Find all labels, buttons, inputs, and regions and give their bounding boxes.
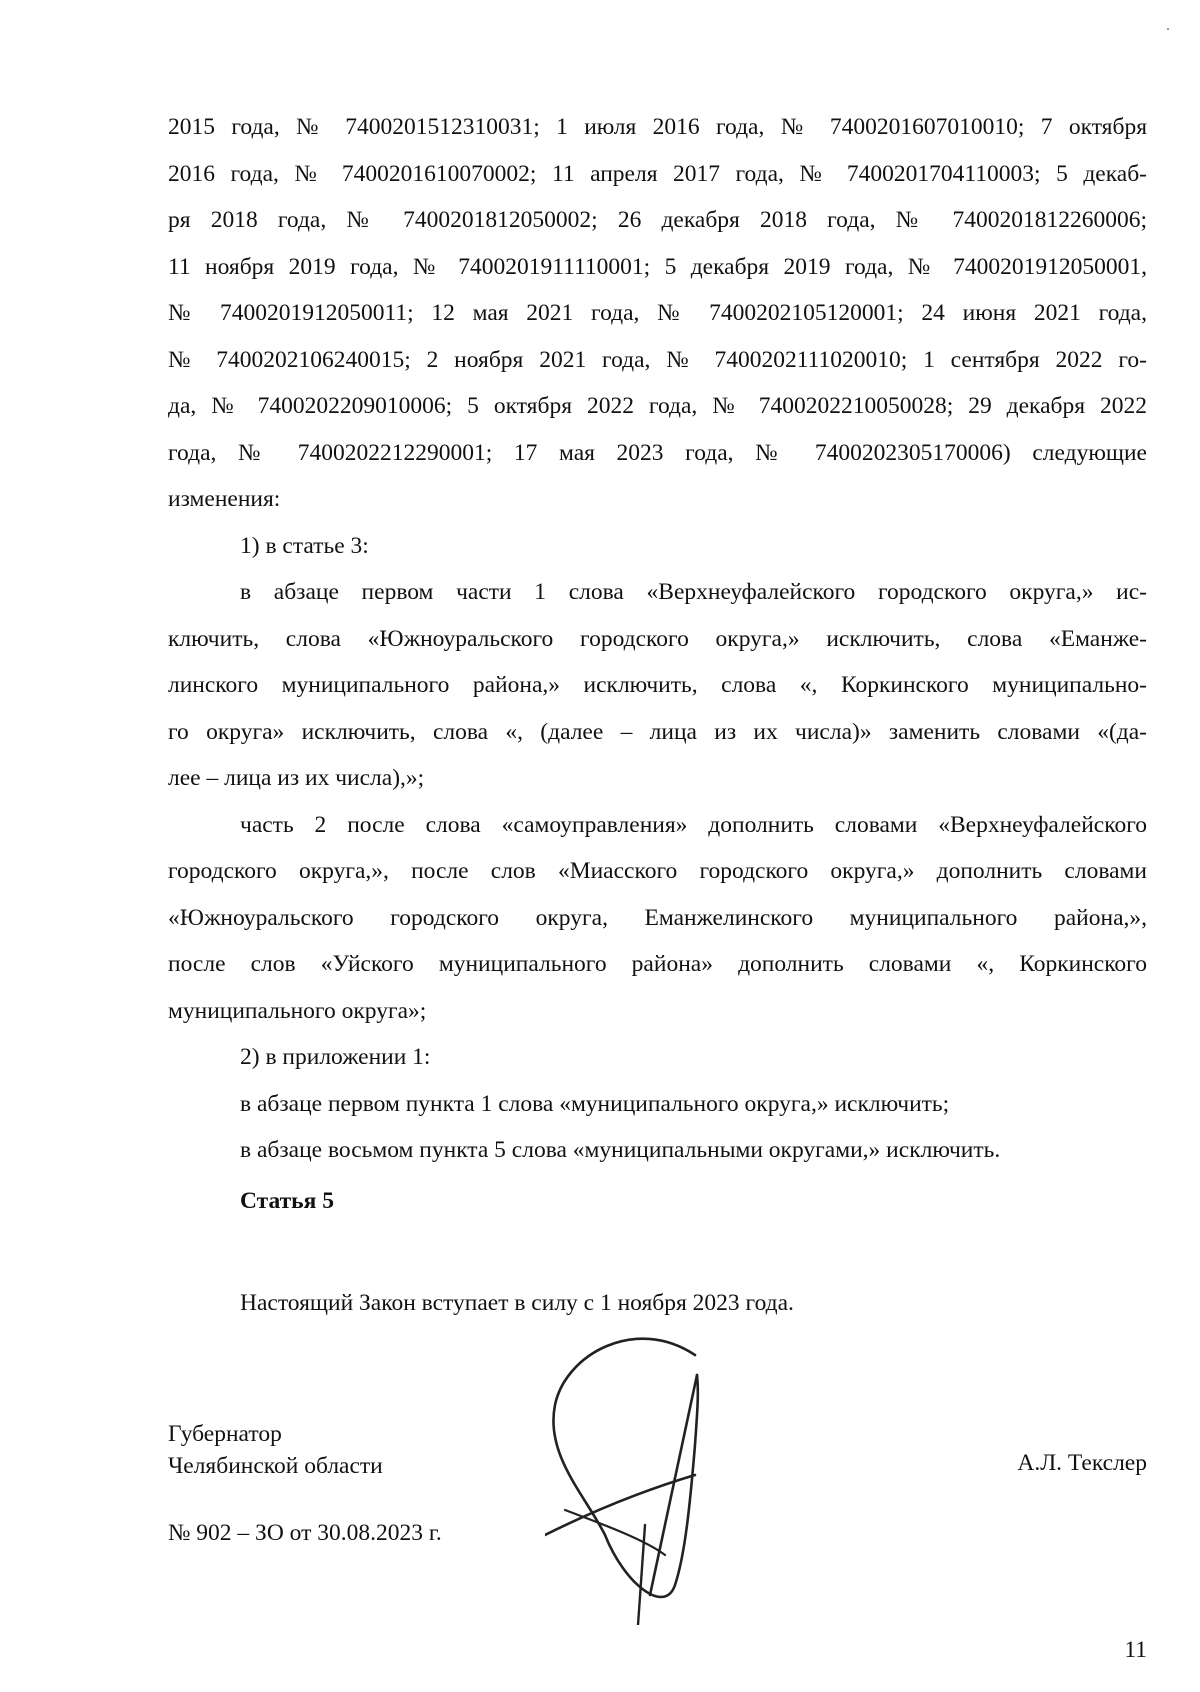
text-line: го округа» исключить, слова «, (далее – лица из их числа)» заменить словами «(да-: [168, 718, 1147, 745]
handwritten-signature: [545, 1325, 745, 1625]
position-line: Челябинской области: [168, 1453, 383, 1479]
text-line: да, № 7400202209010006; 5 октября 2022 года, № 7400202210050028; 29 декабря 2022: [168, 393, 1147, 419]
intro-paragraph: [168, 104, 1147, 523]
text-line: 2015 года, № 7400201512310031; 1 июля 2016 года, № 7400201607010010; 7 октября: [168, 114, 1147, 140]
text-line: в абзаце первом части 1 слова «Верхнеуфалейского городского округа,» ис-: [240, 579, 1147, 605]
article-5-heading: Статья 5: [240, 1188, 334, 1214]
text-line: № 7400202106240015; 2 ноября 2021 года, № 7400202111020010; 1 сентября 2022 го-: [168, 346, 1147, 373]
signatory-position: [168, 1418, 383, 1482]
item-1-heading: 1) в статье 3:: [240, 532, 369, 559]
text-line: года, № 7400202212290001; 17 мая 2023 года, № 7400202305170006) следующие: [168, 439, 1147, 466]
signatory-name: А.Л. Текслер: [1017, 1450, 1147, 1476]
amendments-text: [168, 104, 1147, 1174]
position-line: Губернатор: [168, 1421, 282, 1447]
text-line: после слов «Уйского муниципального района» дополнить словами «, Коркинского: [168, 951, 1147, 977]
text-line: линского муниципального района,» исключить, слова «, Коркинского муниципально-: [168, 672, 1147, 698]
text-line: № 7400201912050011; 12 мая 2021 года, № 7400202105120001; 24 июня 2021 года,: [168, 300, 1147, 326]
text-line: ключить, слова «Южноуральского городского округа,» исключить, слова «Еманже-: [168, 625, 1147, 652]
text-line: 2016 года, № 7400201610070002; 11 апреля 2017 года, № 7400201704110003; 5 декаб-: [168, 160, 1147, 187]
text-line: лее – лица из их числа),»;: [168, 765, 425, 791]
text-line: городского округа,», после слов «Миасского городского округа,» дополнить словами: [168, 858, 1147, 884]
text-line: муниципального округа»;: [168, 997, 427, 1024]
item-2-paragraph-1: в абзаце первом пункта 1 слова «муниципального округа,» исключить;: [240, 1090, 950, 1117]
item-1-paragraph-1: [168, 569, 1147, 802]
item-1-paragraph-2: [168, 802, 1147, 1035]
text-line: часть 2 после слова «самоуправления» дополнить словами «Верхнеуфалейского: [240, 811, 1147, 838]
item-2-paragraph-2: в абзаце восьмом пункта 5 слова «муниципальными округами,» исключить.: [240, 1137, 1001, 1163]
scan-speck: [1167, 28, 1169, 30]
text-line: «Южноуральского городского округа, Еманжелинского муниципального района,»,: [168, 904, 1147, 931]
page-number: 11: [1124, 1637, 1147, 1663]
item-2-heading: 2) в приложении 1:: [240, 1044, 431, 1070]
text-line: 11 ноября 2019 года, № 7400201911110001; 5 декабря 2019 года, № 7400201912050001,: [168, 253, 1147, 280]
article-5-text: Настоящий Закон вступает в силу с 1 ноября 2023 года.: [240, 1290, 794, 1316]
text-line: ря 2018 года, № 7400201812050002; 26 декабря 2018 года, № 7400201812260006;: [168, 207, 1147, 233]
text-line: изменения:: [168, 486, 281, 512]
law-number-date: № 902 – ЗО от 30.08.2023 г.: [168, 1520, 442, 1546]
